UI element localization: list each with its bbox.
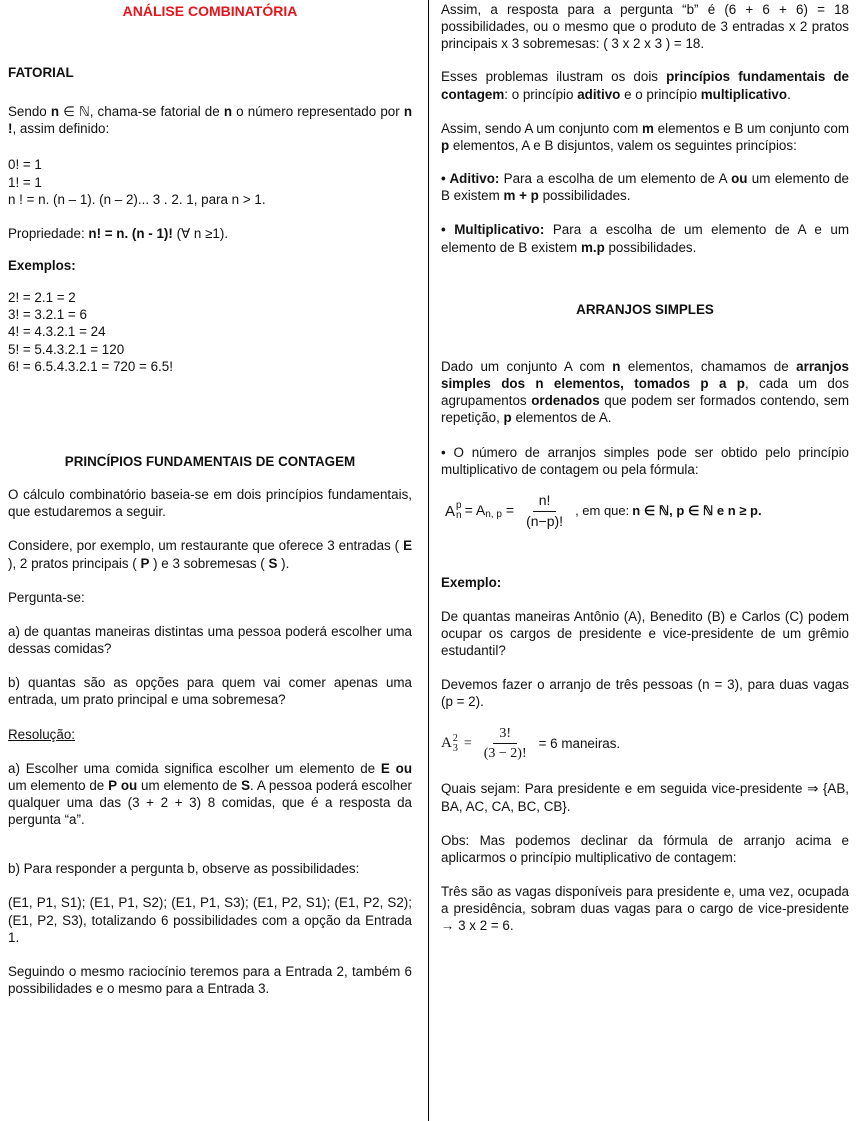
formula-indices: p n: [456, 500, 462, 522]
exemplo-indices: 2 3: [452, 732, 458, 754]
exemplo-enunciado: De quantas maneiras Antônio (A), Benedito (B) e Carlos (C) podem ocupar os cargos de presidente e vice-presidente de um grêmio estudantil?: [441, 608, 849, 659]
fatorial-examples: [8, 289, 412, 375]
principio-multiplicativo: • Multiplicativo: Para a escolha de um elemento de A e um elemento de B existem m.p possibilidades.: [441, 222, 849, 255]
resolucao-b-end: Seguindo o mesmo raciocínio teremos para a Entrada 2, também 6 possibilidades e o mesmo para a Entrada 3.: [8, 963, 412, 997]
exemplo-formula: A 2 3 = $\frac{3!}{(3 - 2)!}$ = 6 maneiras.: [441, 725, 621, 762]
arranjos-heading: ARRANJOS SIMPLES: [576, 301, 714, 317]
resolucao-b: b) Para responder a pergunta b, observe as possibilidades:: [8, 861, 360, 877]
exemplo-obs: Obs: Mas podemos declinar da fórmula de arranjo acima e aplicarmos o princípio multiplicativo de contagem:: [441, 832, 849, 865]
question-a: a) de quantas maneiras distintas uma pessoa poderá escolher uma dessas comidas?: [8, 623, 412, 657]
restaurante-exemplo: Considere, por exemplo, um restaurante que oferece 3 entradas ( E ), 2 pratos principais ( P ) e 3 sobremesas ( S ).: [8, 538, 412, 571]
left-column: [8, 0, 412, 997]
question-b: b) quantas são as opções para quem vai comer apenas uma entrada, um prato principal e uma sobremesa?: [8, 675, 412, 708]
rule-line: n ! = n. (n – 1). (n – 2)... 3 . 2. 1, para n > 1.: [8, 191, 266, 207]
exemplo-arranjo: Devemos fazer o arranjo de três pessoas (n = 3), para duas vagas (p = 2).: [441, 677, 849, 710]
document-title: ANÁLISE COMBINATÓRIA: [122, 3, 298, 19]
principios-intro: O cálculo combinatório baseia-se em dois princípios fundamentais, que estudaremos a seguir.: [8, 487, 412, 520]
column-divider: [428, 0, 429, 1121]
arranjos-definicao: Dado um conjunto A com n elementos, chamamos de arranjos simples dos n elementos, tomados p a p, cada um dos agrupamentos ordenados que podem ser formados contendo, sem repetição, p elementos de A.: [441, 358, 849, 426]
possibilidades-list: (E1, P1, S1); (E1, P1, S2); (E1, P1, S3); (E1, P2, S1); (E1, P2, S2); (E1, P2, S3), totalizando 6 possibilidades com a opção da Entrada 1.: [8, 895, 412, 945]
exemplo-fraction: $\frac{3!}{(3 - 2)!}$: [483, 725, 527, 762]
rule-line: 0! = 1: [8, 157, 42, 173]
propriedade: Propriedade: n! = n. (n - 1)! (∀ n ≥1).: [8, 225, 229, 241]
pergunta-label: Pergunta-se:: [8, 589, 85, 605]
fatorial-definition: Sendo n ∈ ℕ, chama-se fatorial de n o número representado por n !, assim definido:: [8, 104, 412, 137]
arranjo-formula: A p n = A n, p = $\frac{n!}{(n-p)!}$ , em que: n ∈ ℕ, p ∈ ℕ e n ≥ p.: [445, 491, 762, 529]
principio-aditivo: • Aditivo: Para a escolha de um elemento de A ou um elemento de B existem m + p possibilidades.: [441, 171, 850, 204]
formula-fraction: $\frac{n!}{(n-p)!}$: [526, 491, 564, 529]
resposta-b: Assim, a resposta para a pergunta “b” é (6 + 6 + 6) = 18 possibilidades, ou o mesmo que o produto de 3 entradas x 2 pratos principais x 3 sobremesas: ( 3 x 2 x 3 ) = 18.: [441, 2, 849, 52]
arranjos-numero: • O número de arranjos simples pode ser obtido pelo princípio multiplicativo de contagem ou pela fórmula:: [441, 444, 849, 477]
resolucao-a: a) Escolher uma comida significa escolher um elemento de E ou um elemento de P ou um elemento de S. A pessoa poderá escolher qualquer uma das (3 + 2 + 3) 8 comidas, que é a resposta da pergunta “a”.: [8, 760, 412, 828]
resolucao-label: Resolução:: [8, 726, 75, 742]
conjuntos-def: Assim, sendo A um conjunto com m elementos e B um conjunto com p elementos, A e B disjuntos, valem os seguintes princípios:: [441, 120, 849, 153]
example-line: 4! = 4.3.2.1 = 24: [8, 324, 106, 340]
rule-line: 1! = 1: [8, 174, 42, 190]
exemplo-resultados: Quais sejam: Para presidente e em seguida vice-presidente ⇒ {AB, BA, AC, CA, BC, CB}.: [441, 781, 849, 814]
exemplos-heading: Exemplos:: [8, 258, 76, 273]
principios-ilustram: Esses problemas ilustram os dois princípios fundamentais de contagem: o princípio aditivo e o princípio multiplicativo.: [441, 69, 850, 102]
fatorial-rules: [8, 156, 412, 207]
principios-heading: PRINCÍPIOS FUNDAMENTAIS DE CONTAGEM: [64, 453, 356, 469]
example-line: 6! = 6.5.4.3.2.1 = 720 = 6.5!: [8, 358, 173, 374]
example-line: 5! = 5.4.3.2.1 = 120: [8, 341, 125, 357]
exemplo-heading: Exemplo:: [441, 574, 502, 590]
example-line: 2! = 2.1 = 2: [8, 290, 76, 306]
example-line: 3! = 3.2.1 = 6: [8, 307, 87, 323]
right-column: [441, 0, 849, 934]
fatorial-heading: FATORIAL: [8, 64, 74, 80]
exemplo-final: Três são as vagas disponíveis para presidente e, uma vez, ocupada a presidência, sobram duas vagas para o cargo de vice-presidente → 3 x 2 = 6.: [441, 884, 849, 934]
